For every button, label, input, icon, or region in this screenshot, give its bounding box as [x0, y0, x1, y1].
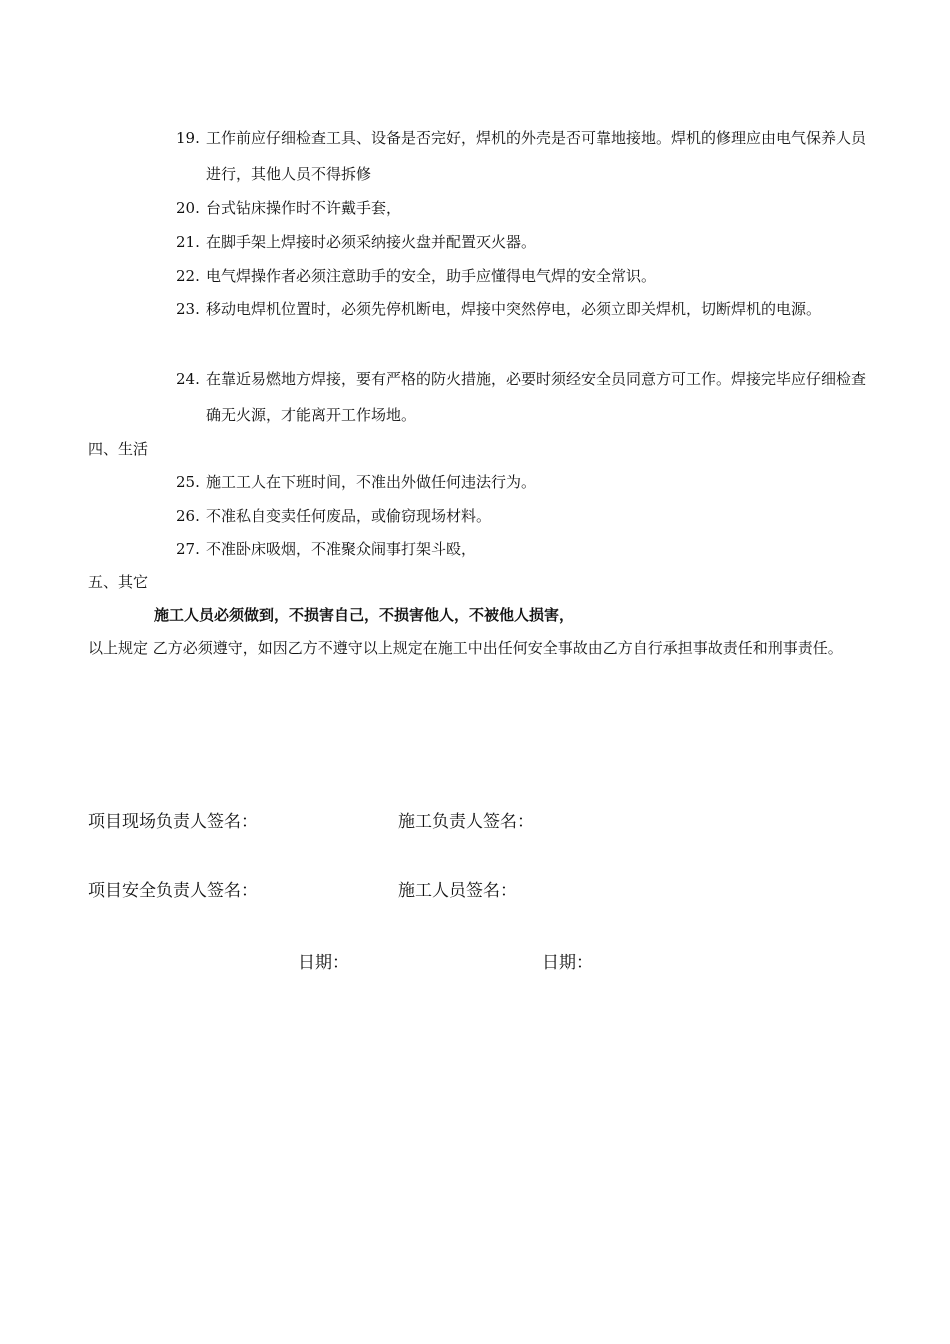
- rule-number: 23.: [176, 300, 200, 318]
- closing-paragraph: 以上规定 乙方必须遵守，如因乙方不遵守以上规定在施工中出任何安全事故由乙方自行承担事故责任和刑事责任。: [88, 639, 843, 657]
- rule-text: 工作前应仔细检查工具、设备是否完好，焊机的外壳是否可靠地接地。焊机的修理应由电气保养人员进行，其他人员不得拆修: [206, 129, 867, 183]
- rule-item-21: [176, 224, 866, 260]
- rule-number: 27.: [176, 540, 200, 558]
- rule-item-23: [176, 291, 866, 327]
- rule-item-26: [176, 498, 866, 534]
- rule-item-24: [176, 361, 866, 433]
- rule-number: 20.: [176, 199, 200, 217]
- site-manager-signature-label: 项目现场负责人签名：: [88, 812, 258, 832]
- rule-number: 22.: [176, 267, 200, 285]
- rule-number: 24.: [176, 370, 200, 388]
- bold-statement: 施工人员必须做到，不损害自己，不损害他人，不被他人损害，: [154, 606, 575, 624]
- rule-text: 不准私自变卖任何废品，或偷窃现场材料。: [206, 507, 492, 525]
- safety-manager-signature-label: 项目安全负责人签名：: [88, 881, 258, 901]
- rule-text: 台式钻床操作时不许戴手套，: [206, 199, 402, 217]
- rule-number: 21.: [176, 233, 200, 251]
- rule-number: 19.: [176, 129, 200, 147]
- rule-number: 25.: [176, 473, 200, 491]
- rule-item-25: [176, 464, 866, 500]
- rule-text: 电气焊操作者必须注意助手的安全，助手应懂得电气焊的安全常识。: [206, 267, 657, 285]
- construction-staff-signature-label: 施工人员签名：: [398, 881, 517, 901]
- rule-text: 不准卧床吸烟，不准聚众闹事打架斗殴，: [206, 540, 477, 558]
- rule-item-27: [176, 531, 866, 567]
- rule-text: 移动电焊机位置时，必须先停机断电，焊接中突然停电，必须立即关焊机，切断焊机的电源。: [206, 300, 822, 318]
- rule-item-19: [176, 120, 866, 192]
- date-label-left: 日期：: [298, 953, 349, 973]
- date-label-right: 日期：: [542, 953, 593, 973]
- rule-item-20: [176, 190, 866, 226]
- rule-text: 在靠近易燃地方焊接，要有严格的防火措施，必要时须经安全员同意方可工作。焊接完毕应仔细检查确无火源，才能离开工作场地。: [206, 370, 867, 424]
- construction-manager-signature-label: 施工负责人签名：: [398, 812, 534, 832]
- rule-number: 26.: [176, 507, 200, 525]
- rule-text: 施工工人在下班时间，不准出外做任何违法行为。: [206, 473, 537, 491]
- rule-text: 在脚手架上焊接时必须采纳接火盘并配置灭火器。: [206, 233, 537, 251]
- section-heading-life: 四、生活: [88, 440, 149, 458]
- rule-item-22: [176, 258, 866, 294]
- section-heading-other: 五、其它: [88, 573, 149, 591]
